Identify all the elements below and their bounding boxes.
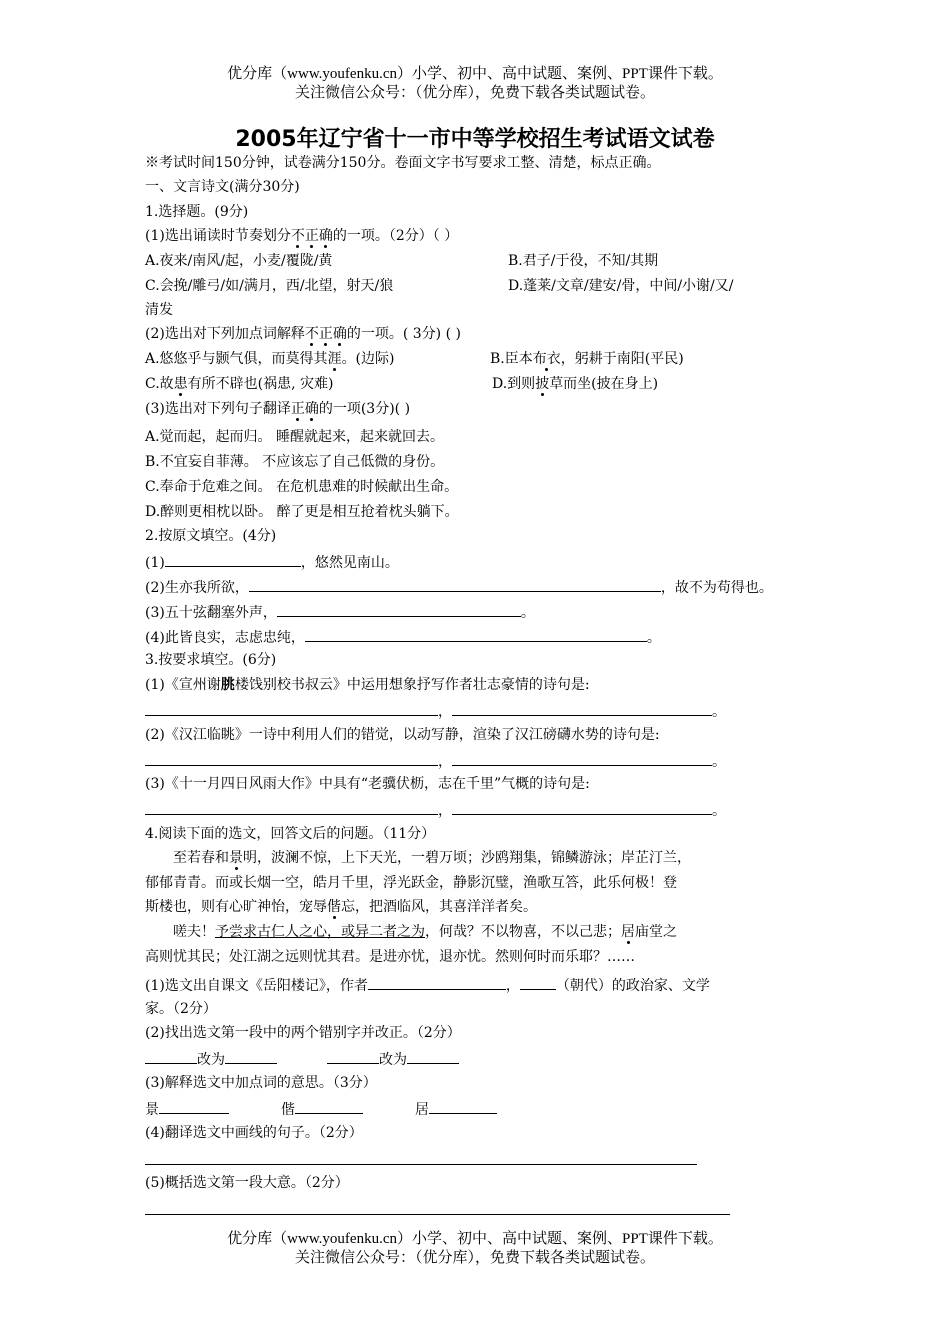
- q2-label: 2.按原文填空。(4分): [145, 528, 277, 544]
- exam-notice: ※考试时间150分钟，试卷满分150分。卷面文字书写要求工整、清楚，标点正确。: [145, 155, 661, 171]
- q1-s1-option-a: A.夜来/南风/起，小麦/覆陇/黄: [145, 253, 333, 269]
- q3-answer-row-1: ， 。: [145, 701, 726, 721]
- fill-blank[interactable]: [305, 627, 647, 642]
- q2-line-3: (3)五十弦翻塞外声， 。: [145, 602, 535, 622]
- fill-blank[interactable]: [407, 1049, 459, 1064]
- emphasis-char: 布衣: [532, 351, 561, 367]
- q4-label: 4.阅读下面的选文，回答文后的问题。（11分）: [145, 826, 436, 842]
- emphasis-char: 确: [304, 401, 319, 417]
- fill-blank[interactable]: [145, 1049, 197, 1064]
- exam-title: 2005年辽宁省十一市中等学校招生考试语文试卷: [235, 127, 715, 152]
- fill-blank[interactable]: [145, 800, 438, 815]
- q1-label: 1.选择题。(9分): [145, 204, 249, 220]
- fill-blank[interactable]: [327, 1049, 379, 1064]
- q3-prompt-1: (1)《宣州谢朓楼饯别校书叔云》中运用想象抒写作者壮志豪情的诗句是:: [145, 677, 590, 693]
- emphasis-char: 确: [318, 228, 333, 244]
- footer-line-2: 关注微信公众号：（优分库），免费下载各类试题试卷。: [294, 1250, 655, 1266]
- emphasis-char: 涯: [327, 351, 342, 367]
- q3-label: 3.按要求填空。(6分): [145, 652, 277, 668]
- fill-blank[interactable]: [165, 552, 301, 567]
- q1-sub1: (1)选出诵读时节奏划分不正确的一项。（2分）（ ）: [145, 228, 459, 244]
- q1-s1-option-b: B.君子/于役，不知/其期: [508, 253, 659, 269]
- underlined-sentence: 予尝求古仁人之心，或异二者之为: [215, 924, 425, 940]
- q3-prompt-3: (3)《十一月四日风雨大作》中具有“老骥伏枥，志在千里”气概的诗句是:: [145, 776, 590, 792]
- q1-s2-option-a: A.悠悠乎与颢气俱，而莫得其涯。(边际): [145, 351, 395, 367]
- q1-s3-option-c: C.奉命于危难之间。 在危机患难的时候献出生命。: [145, 479, 459, 495]
- q3-answer-row-3: ， 。: [145, 800, 726, 820]
- q1-s3-option-b: B.不宜妄自菲薄。 不应该忘了自己低微的身份。: [145, 454, 445, 470]
- q1-s2-option-c: C.故患有所不辟也(祸患, 灾难): [145, 376, 334, 392]
- emphasis-char: 确: [332, 326, 347, 342]
- fill-blank[interactable]: [452, 800, 712, 815]
- q4-sub3-answer: 景 偕 居: [145, 1099, 497, 1119]
- q1-sub2: (2)选出对下列加点词解释不正确的一项。( 3分) ( ): [145, 326, 461, 342]
- fill-blank[interactable]: [159, 1099, 229, 1114]
- emphasis-char: 患: [173, 376, 188, 392]
- emphasis-char: 不: [290, 228, 305, 244]
- passage-para1-line2: 郁郁青青。而或长烟一空，皓月千里，浮光跃金，静影沉璧，渔歌互答，此乐何极！登: [145, 875, 677, 891]
- fill-blank[interactable]: [145, 701, 438, 716]
- q2-line-4: (4)此皆良实，志虑忠纯， 。: [145, 627, 661, 647]
- emphasis-char: 正: [318, 326, 333, 342]
- fill-blank[interactable]: [520, 975, 556, 990]
- q4-sub2: (2)找出选文第一段中的两个错别字并改正。（2分）: [145, 1025, 461, 1041]
- q1-s1-option-d-cont: 清发: [145, 302, 173, 318]
- answer-line[interactable]: [145, 1214, 730, 1215]
- emphasis-char: 正: [304, 228, 319, 244]
- fill-blank[interactable]: [277, 602, 521, 617]
- passage-para1-line1: 至若春和景明，波澜不惊，上下天光，一碧万顷；沙鸥翔集，锦鳞游泳；岸芷汀兰，: [173, 850, 691, 866]
- fill-blank[interactable]: [368, 975, 506, 990]
- passage-para2-line2: 高则忧其民；处江湖之远则忧其君。是进亦忧，退亦忧。然则何时而乐耶？……: [145, 949, 635, 965]
- q1-sub3: (3)选出对下列句子翻译正确的一项(3分)( ): [145, 401, 411, 417]
- fill-blank[interactable]: [429, 1099, 497, 1114]
- footer-line-1: 优分库（www.youfenku.cn）小学、初中、高中试题、案例、PPT课件下载。: [227, 1231, 723, 1247]
- passage-para1-line3: 斯楼也，则有心旷神怡，宠辱偕忘，把酒临风，其喜洋洋者矣。: [145, 899, 537, 915]
- fill-blank[interactable]: [452, 701, 712, 716]
- q4-sub4: (4)翻译选文中画线的句子。（2分）: [145, 1125, 363, 1141]
- q2-line-2: (2)生亦我所欲， ，故不为苟得也。: [145, 577, 773, 597]
- q1-s1-option-d: D.蓬莱/文章/建安/骨，中间/小谢/又/: [508, 278, 734, 294]
- emphasis-char: 偕: [327, 899, 341, 915]
- fill-blank[interactable]: [295, 1099, 363, 1114]
- fill-blank[interactable]: [452, 751, 712, 766]
- q4-sub5: (5)概括选文第一段大意。（2分）: [145, 1175, 349, 1191]
- q1-s1-option-c: C.会挽/雕弓/如/满月，西/北望，射天/狼: [145, 278, 394, 294]
- fill-blank[interactable]: [249, 577, 661, 592]
- answer-line[interactable]: [145, 1164, 697, 1165]
- q1-s3-option-a: A.觉而起，起而归。 睡醒就起来，起来就回去。: [145, 429, 445, 445]
- q4-sub1-cont: 家。（2分）: [145, 1001, 217, 1017]
- q1-s2-option-b: B.臣本布衣，躬耕于南阳(平民): [490, 351, 684, 367]
- emphasis-char: 正: [290, 401, 305, 417]
- q4-sub2-answer: 改为 改为: [145, 1049, 459, 1069]
- section-heading-classical: 一、文言诗文(满分30分): [145, 179, 300, 195]
- emphasis-char: 披: [535, 376, 550, 392]
- emphasis-char: 居: [621, 924, 635, 940]
- header-line-2: 关注微信公众号：（优分库），免费下载各类试题试卷。: [294, 85, 655, 101]
- header-line-1: 优分库（www.youfenku.cn）小学、初中、高中试题、案例、PPT课件下载。: [227, 66, 723, 82]
- q2-line-1: (1) ，悠然见南山。: [145, 552, 399, 572]
- q1-s3-option-d: D.醉则更相枕以卧。 醉了更是相互抢着枕头躺下。: [145, 504, 459, 520]
- q4-sub1: (1)选文出自课文《岳阳楼记》，作者 ， （朝代）的政治家、文学: [145, 975, 710, 995]
- emphasis-char: 不: [304, 326, 319, 342]
- q4-sub3: (3)解释选文中加点词的意思。（3分）: [145, 1075, 377, 1091]
- q3-prompt-2: (2)《汉江临眺》一诗中利用人们的错觉，以动写静，渲染了汉江磅礴水势的诗句是:: [145, 727, 660, 743]
- emphasis-char: 景: [229, 850, 243, 866]
- fill-blank[interactable]: [225, 1049, 277, 1064]
- passage-para2-line1: 嗟夫！予尝求古仁人之心，或异二者之为，何哉？不以物喜，不以己悲；居庙堂之: [173, 924, 677, 940]
- q3-answer-row-2: ， 。: [145, 751, 726, 771]
- fill-blank[interactable]: [145, 751, 438, 766]
- q1-s2-option-d: D.到则披草而坐(披在身上): [492, 376, 659, 392]
